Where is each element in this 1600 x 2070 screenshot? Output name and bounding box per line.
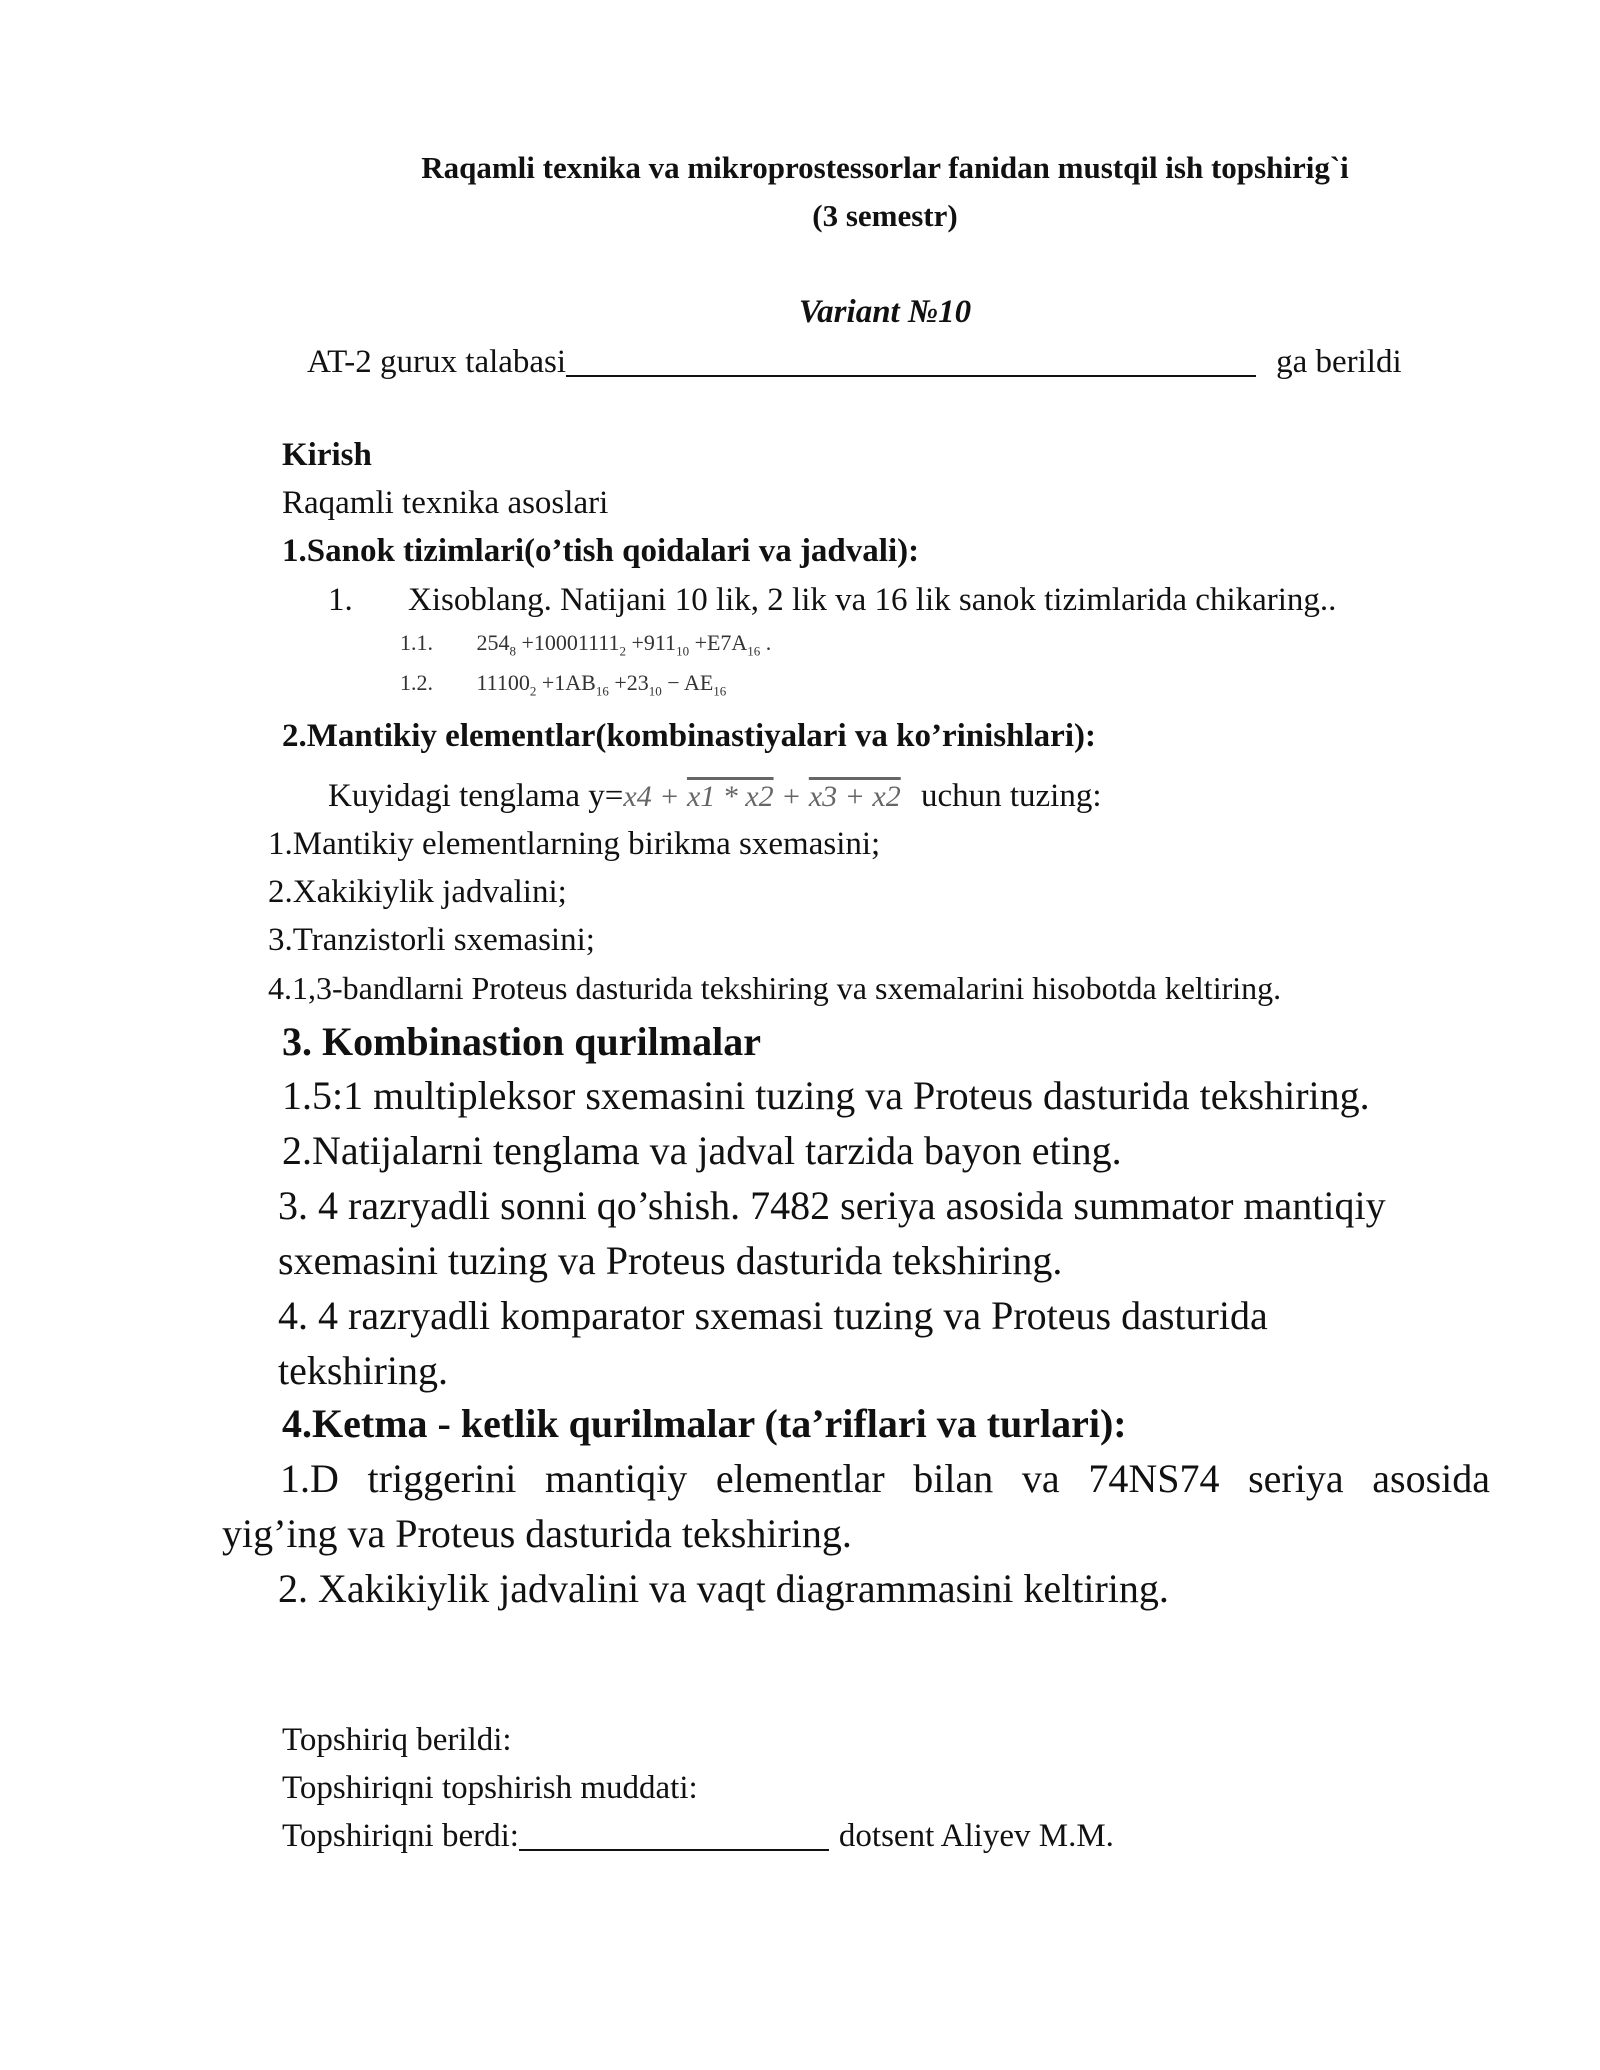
group-suffix: ga berildi bbox=[1276, 344, 1402, 380]
section3-item-1: 1.5:1 multipleksor sxemasini tuzing va Proteus dasturida tekshiring. bbox=[282, 1073, 1370, 1118]
footer-given: Topshiriq berildi: bbox=[282, 1722, 512, 1758]
document-subtitle: (3 semestr) bbox=[812, 198, 958, 233]
intro-subheading: Raqamli texnika asoslari bbox=[282, 485, 609, 521]
signature-blank bbox=[519, 1819, 829, 1851]
section2-item-3: 3.Tranzistorli sxemasini; bbox=[268, 922, 595, 958]
variant-label: Variant №10 bbox=[798, 294, 972, 330]
intro-heading: Kirish bbox=[282, 437, 372, 473]
group-prefix: AT-2 gurux talabasi bbox=[307, 344, 567, 380]
section1-item-text: Xisoblang. Natijani 10 lik, 2 lik va 16 lik sanok tizimlarida chikaring.. bbox=[408, 582, 1337, 618]
section4-item-1-line1: 1.D triggerini mantiqiy elementlar bilan va 74NS74 seriya asosida bbox=[280, 1456, 1490, 1501]
subtask-1-1-formula: $254_8 +10001111_2 +911_{10} +E7A_{16}$ . bbox=[476, 630, 772, 659]
student-name-blank bbox=[566, 345, 1256, 377]
section4-heading: 4.Ketma - ketlik qurilmalar (ta’riflari va turlari): bbox=[282, 1401, 1127, 1446]
equation-prefix: Kuyidagi tenglama y= bbox=[328, 778, 624, 814]
section2-heading: 2.Mantikiy elementlar(kombinastiyalari va ko’rinishlari): bbox=[282, 718, 1096, 754]
section2-item-4: 4.1,3-bandlarni Proteus dasturida tekshiring va sxemalarini hisobotda keltiring. bbox=[268, 970, 1282, 1006]
section3-item-2: 2.Natijalarni tenglama va jadval tarzida bayon eting. bbox=[282, 1128, 1122, 1173]
footer-given-by bbox=[282, 1818, 1114, 1855]
section3-heading: 3. Kombinastion qurilmalar bbox=[282, 1019, 761, 1064]
section3-item-4-line1: 4. 4 razryadli komparator sxemasi tuzing va Proteus dasturida bbox=[278, 1293, 1268, 1338]
footer-given-by-label: Topshiriqni berdi: bbox=[282, 1818, 519, 1854]
equation-suffix: uchun tuzing: bbox=[920, 778, 1102, 814]
section4-item-2: 2. Xakikiylik jadvalini va vaqt diagrammasini keltiring. bbox=[278, 1566, 1169, 1611]
equation-formula: x4 + x1 * x2 + x3 + x2 bbox=[623, 780, 901, 813]
teacher-name: dotsent Aliyev M.M. bbox=[838, 1818, 1114, 1854]
section1-item-number: 1. bbox=[328, 582, 353, 618]
footer-deadline: Topshiriqni topshirish muddati: bbox=[282, 1770, 698, 1806]
section1-heading: 1.Sanok tizimlari(o’tish qoidalari va jadvali): bbox=[282, 533, 920, 569]
section3-item-4-line2: tekshiring. bbox=[278, 1348, 448, 1393]
section4-item-1-line2: yig’ing va Proteus dasturida tekshiring. bbox=[222, 1511, 852, 1556]
subtask-1-1 bbox=[400, 630, 771, 659]
subtask-1-2-number: 1.2. bbox=[400, 670, 433, 695]
subtask-1-2 bbox=[400, 670, 726, 699]
section2-item-2: 2.Xakikiylik jadvalini; bbox=[268, 874, 567, 910]
document-title: Raqamli texnika va mikroprostessorlar fanidan mustqil ish topshirig`i bbox=[421, 150, 1349, 185]
group-line bbox=[307, 344, 1402, 381]
section3-item-3-line2: sxemasini tuzing va Proteus dasturida tekshiring. bbox=[278, 1238, 1063, 1283]
subtask-1-2-formula: $11100_2 +1AB_{16} +23_{10} - AE_{16}$ bbox=[476, 670, 727, 699]
section2-item-1: 1.Mantikiy elementlarning birikma sxemasini; bbox=[268, 826, 881, 862]
section3-item-3-line1: 3. 4 razryadli sonni qo’shish. 7482 seriya asosida summator mantiqiy bbox=[278, 1183, 1386, 1228]
subtask-1-1-number: 1.1. bbox=[400, 630, 433, 655]
equation-line bbox=[328, 778, 1102, 815]
